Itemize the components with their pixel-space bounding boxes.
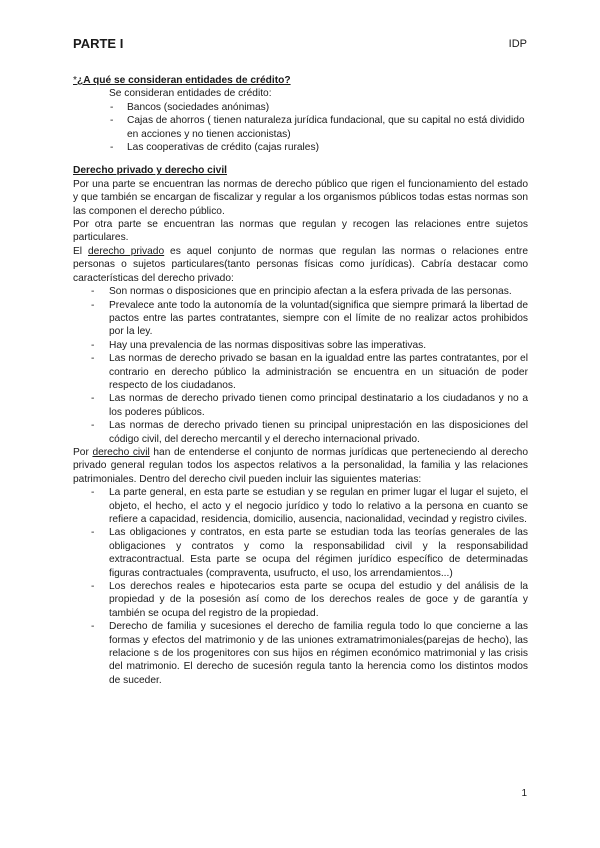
list-item: - Prevalece ante todo la autonomía de la voluntad(significa que siempre primará la libertad de pactos entre las partes contratantes, siempre con el límite de no realizar actos prohibidos por la ley. (109, 299, 528, 339)
list-item: - Son normas o disposiciones que en principio afectan a la esfera privada de las personas. (109, 285, 528, 298)
list-item: - Las cooperativas de crédito (cajas rurales) (127, 141, 528, 154)
list-item: - Los derechos reales e hipotecarios esta parte se ocupa del estudio y del análisis de la propiedad y de la posesión así como de los derechos reales de goce y de garantía y también se ocupa del registro de la propiedad. (109, 580, 528, 620)
document-body (73, 74, 528, 687)
page-number: 1 (521, 788, 527, 799)
question-marker: * (73, 75, 77, 86)
paragraph-private-law (73, 245, 528, 285)
list-item: - La parte general, en esta parte se estudian y se regulan en primer lugar el lugar el sujeto, el objeto, el hecho, el acto y el negocio jurídico y todo lo relativo a la persona en cuanto se refiere a capacidad, residencia, domicilio, ausencia, nacionalidad, vecindad y registro civiles. (109, 486, 528, 526)
text-fragment: han de entenderse el conjunto de normas jurídicas que perteneciendo al derecho privado general regulan todos los aspectos relativos a la personalidad, la familia y las relaciones patrimoniales. Dentro del derecho civil pueden incluir las siguientes materias: (73, 446, 528, 485)
private-law-characteristics (73, 285, 528, 446)
credit-entities-list (73, 101, 528, 155)
term-civil-law: derecho civil (92, 446, 150, 458)
list-item: - Bancos (sociedades anónimas) (127, 101, 528, 114)
civil-law-subjects (73, 486, 528, 687)
header-part: PARTE I (73, 36, 124, 51)
list-item: - Hay una prevalencia de las normas dispositivas sobre las imperativas. (109, 339, 528, 352)
text-fragment: Por (73, 446, 93, 458)
question-text: ¿A qué se consideran entidades de crédito? (76, 75, 291, 86)
question-heading (73, 74, 528, 87)
list-item: - Las normas de derecho privado tienen como principal destinatario a los ciudadanos y no a los poderes públicos. (109, 392, 528, 419)
paragraph-civil-law (73, 446, 528, 486)
question-intro: Se consideran entidades de crédito: (109, 88, 272, 100)
paragraph-private-relations: Por otra parte se encuentran las normas que regulan y recogen las relaciones entre sujetos particulares. (73, 219, 528, 244)
list-item: - Derecho de familia y sucesiones el derecho de familia regula todo lo que concierne a las formas y efectos del matrimonio y de las uniones extramatrimoniales(parejas de hecho), las relacione s de los progenitores con sus hijos en régimen económico matrimonial y las crisis del matrimonio. El derecho de sucesión regula tanto la herencia como los distintos modos de suceder. (109, 620, 528, 687)
text-fragment: es aquel conjunto de normas que regulan las normas o relaciones entre personas o sujetos particulares(tanto personas físicas como jurídicas). Cabría destacar como características del derecho privado: (73, 245, 528, 284)
section-title: Derecho privado y derecho civil (73, 165, 228, 177)
list-item: - Las normas de derecho privado tienen su principal uniprestación en las disposiciones del código civil, del derecho mercantil y el derecho internacional privado. (109, 419, 528, 446)
paragraph-public-law: Por una parte se encuentran las normas de derecho público que rigen el funcionamiento del estado y que también se encargan de fiscalizar y regular a los organismos públicos todas estas normas son las componen el derecho público. (73, 178, 528, 217)
text-fragment: El (73, 245, 88, 257)
list-item: - Las normas de derecho privado se basan en la igualdad entre las partes contratantes, por el contrario en derecho público la administración se encuentra en un situación de poder respecto de los ciudadanos. (109, 352, 528, 392)
term-private-law: derecho privado (87, 245, 165, 257)
list-item: - Las obligaciones y contratos, en esta parte se estudian toda las teorías generales de las obligaciones y contratos y como la responsabilidad civil y la responsabilidad extracontractual. Esta parte se ocupa del régimen jurídico específico de determinadas figuras contractuales (compraventa, usufructo, el uso, los arrendamientos...) (109, 526, 528, 580)
list-item: - Cajas de ahorros ( tienen naturaleza jurídica fundacional, que su capital no está dividido en acciones y no tienen accionistas) (127, 114, 528, 141)
header-course: IDP (508, 38, 527, 50)
